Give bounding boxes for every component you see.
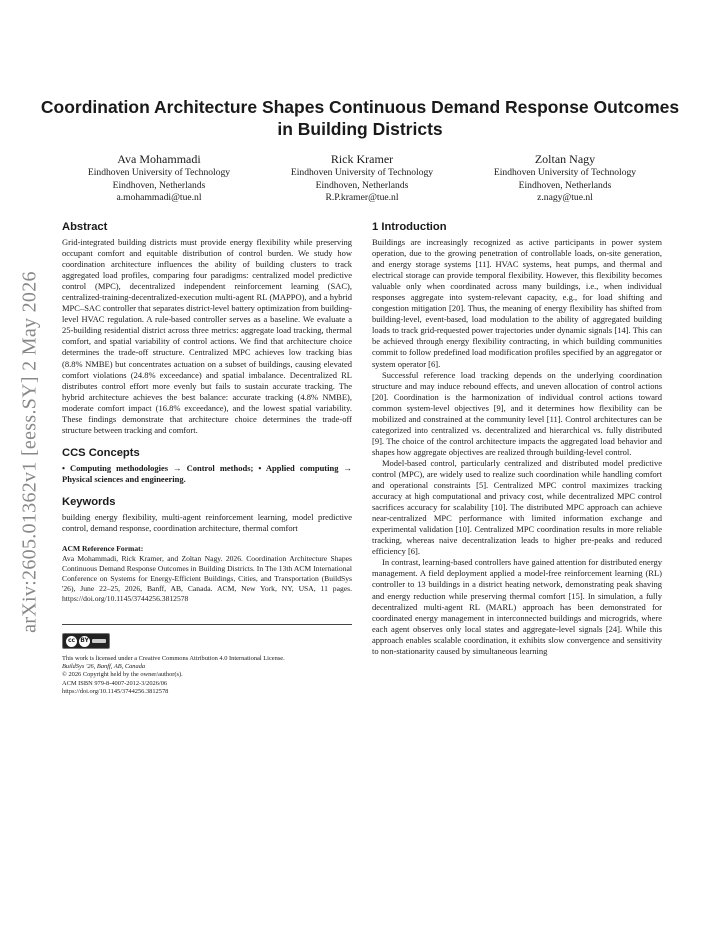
author-name: Rick Kramer bbox=[330, 152, 394, 166]
badge-bar bbox=[92, 639, 106, 643]
license-line: © 2026 Copyright held by the owner/author(s). bbox=[62, 671, 183, 679]
intro-paragraph: In contrast, learning-based controllers have gained attention for distributed energy management. A field deployment applied a model-free reinforcement learning (RL) controller to 13 buildings in a district heating network, demonstrating peak shaving and energy reduction while preserving thermal comfort [15]. In simulation, a fully decentralized multi-agent RL (MARL) approach has been demonstrated for coordinated energy management in interconnected buildings and microgrids, where each agent observes only local states and aggregate-level signals [24]. While this approach enables scalable coordination, it exhibits slow convergence and sensitivity to non-stationarity caused by simultaneous learning bbox=[372, 557, 662, 656]
author-email: R.P.kramer@tue.nl bbox=[325, 192, 399, 203]
license-line: ACM ISBN 979-8-4007-2012-3/2026/06 bbox=[62, 679, 168, 687]
abstract-text: Grid-integrated building districts must provide energy flexibility while preserving occupant comfort and equitable distribution of control burden. We study how coordination architecture influences the ability of building clusters to track aggregated load profiles, comparing four paradigms: centralized model predictive control (MPC), decentralized independent reinforcement learning (SAC), centralized-training-decentralized-execution multi-agent RL (MAPPO), and a hybrid MPC–SAC controller that separates district-level battery optimization from building-level HVAC regulation. A rule-based controller serves as a baseline. We evaluate a 25-building residential district across three metrics: aggregate load tracking, thermal comfort, and spatial variability of control actions. We find that architecture choice determines the trade-off structure. Centralized MPC achieves low tracking bias (8.8% NMBE) but concentrates actuation on a subset of buildings, causing elevated comfort violations (24.8% exceedance) and spatial imbalance. Decentralized RL distributes control effort more evenly but fails to sustain accurate tracking. The hybrid architecture achieves the best balance: accurate tracking (4.8% NMBE), moderate comfort impact (16.8% exceedance), and the lowest spatial variability. These findings demonstrate that architecture choice determines the trade-off structure between tracking and comfort. bbox=[62, 237, 352, 435]
reference-format-text: Ava Mohammadi, Rick Kramer, and Zoltan Nagy. 2026. Coordination Architecture Shapes Continuous Demand Response Outcomes in Building Districts. In The 13th ACM International Conference on Systems for Energy-Efficient Buildings, Cities, and Transportation (BuildSys '26), June 22–25, 2026, Banff, AB, Canada. ACM, New York, NY, USA, 11 pages. https://doi.org/10.1145/3744256.3812578 bbox=[62, 554, 352, 604]
cc-by-badge bbox=[62, 633, 110, 649]
intro-paragraph: Successful reference load tracking depends on the underlying coordination structure and may induce rebound effects, and uneven allocation of control actions [20]. Coordination is the harmonization of individual control actions toward common system-level objectives [9], and it determines how flexibility can be mobilized and constrained at the community level [11]. Control architectures can be categorized into centralized vs. decentralized and hierarchical vs. fully distributed [9]. The choice of the control architecture impacts the aggregated load behavior and shapes how aggregate objectives are realized through building-level control. bbox=[372, 369, 662, 457]
author-affiliation: Eindhoven University of Technology bbox=[290, 167, 434, 178]
license-notice bbox=[62, 655, 352, 696]
author-location: Eindhoven, Netherlands bbox=[518, 179, 612, 191]
author-location: Eindhoven, Netherlands bbox=[315, 179, 409, 191]
author-name: Zoltan Nagy bbox=[534, 152, 596, 166]
author-3 bbox=[470, 152, 660, 205]
arxiv-sidebar bbox=[12, 242, 48, 662]
license-line: BuildSys '26, Banff, AB, Canada bbox=[62, 663, 146, 671]
by-icon: BY bbox=[79, 636, 90, 647]
right-column bbox=[372, 220, 662, 657]
intro-paragraph: Model-based control, particularly centralized and distributed model predictive control (MPC), are widely used to realize such coordination while handling comfort and operational constraints [5]. Centralized MPC control maximizes tracking accuracy at high computational and privacy cost, while decentralized MPC control sacrifices accuracy for scalability [10]. The distributed MPC approach can achieve near-centralized MPC performance with limited information exchange and experimental validation [10]. Centralized MPC coordination results in more reliable tracking, whereas naive decentralization leads to higher pre-peaks and reduced efficiency [6]. bbox=[372, 457, 662, 557]
license-line: This work is licensed under a Creative Commons Attribution 4.0 International License. bbox=[62, 655, 285, 663]
author-email: z.nagy@tue.nl bbox=[537, 192, 593, 203]
arxiv-identifier: arXiv:2605.01362v1 [eess.SY] 2 May 2026 bbox=[18, 271, 41, 633]
keywords-text: building energy flexibility, multi-agent reinforcement learning, model predictive control, demand response, coordination architecture, thermal comfort bbox=[62, 511, 352, 533]
author-affiliation: Eindhoven University of Technology bbox=[493, 167, 637, 178]
keywords-heading: Keywords bbox=[62, 495, 116, 508]
paper-title: Coordination Architecture Shapes Continuous Demand Response Outcomes in Building Districts bbox=[40, 97, 680, 139]
intro-paragraph: Buildings are increasingly recognized as active participants in power system operation, due to the growing penetration of controllable loads, on-site generation, and energy storage systems [11]. HVAC systems, heat pumps, and thermal and electrical storage can provide temporal flexibility. However, this flexibility becomes valuable only when coordinated across many buildings, i.e., when individual responses aggregate into system-relevant capacity, e.g., for load shifting and congestion mitigation [20]. Thus, the meaning of energy flexibility has shifted from building-level, event-based, load modulation to the ability of aggregated building loads to track grid-requested power trajectories under dynamic signals [14]. This can be achieved through energy flexibility contracting, in which building communities commit to follow predefined load modification profiles specified by an aggregator or system operator [6]. bbox=[372, 237, 662, 369]
author-affiliation: Eindhoven University of Technology bbox=[87, 167, 231, 178]
license-line: https://doi.org/10.1145/3744256.3812578 bbox=[62, 687, 169, 695]
reference-format-heading: ACM Reference Format: bbox=[62, 544, 144, 554]
author-1 bbox=[64, 152, 254, 205]
license-block bbox=[62, 624, 352, 696]
author-location: Eindhoven, Netherlands bbox=[112, 179, 206, 191]
author-2 bbox=[267, 152, 457, 205]
abstract-heading: Abstract bbox=[62, 221, 108, 233]
left-column bbox=[62, 220, 352, 696]
author-email: a.mohammadi@tue.nl bbox=[116, 192, 202, 203]
intro-heading: 1 Introduction bbox=[372, 221, 447, 233]
author-block bbox=[64, 152, 660, 205]
ccs-concepts: • Computing methodologies → Control methods; • Applied computing → Physical sciences and engineering. bbox=[62, 462, 352, 484]
cc-icon: cc bbox=[66, 636, 77, 647]
ccs-heading: CCS Concepts bbox=[62, 446, 140, 459]
author-name: Ava Mohammadi bbox=[117, 152, 201, 166]
